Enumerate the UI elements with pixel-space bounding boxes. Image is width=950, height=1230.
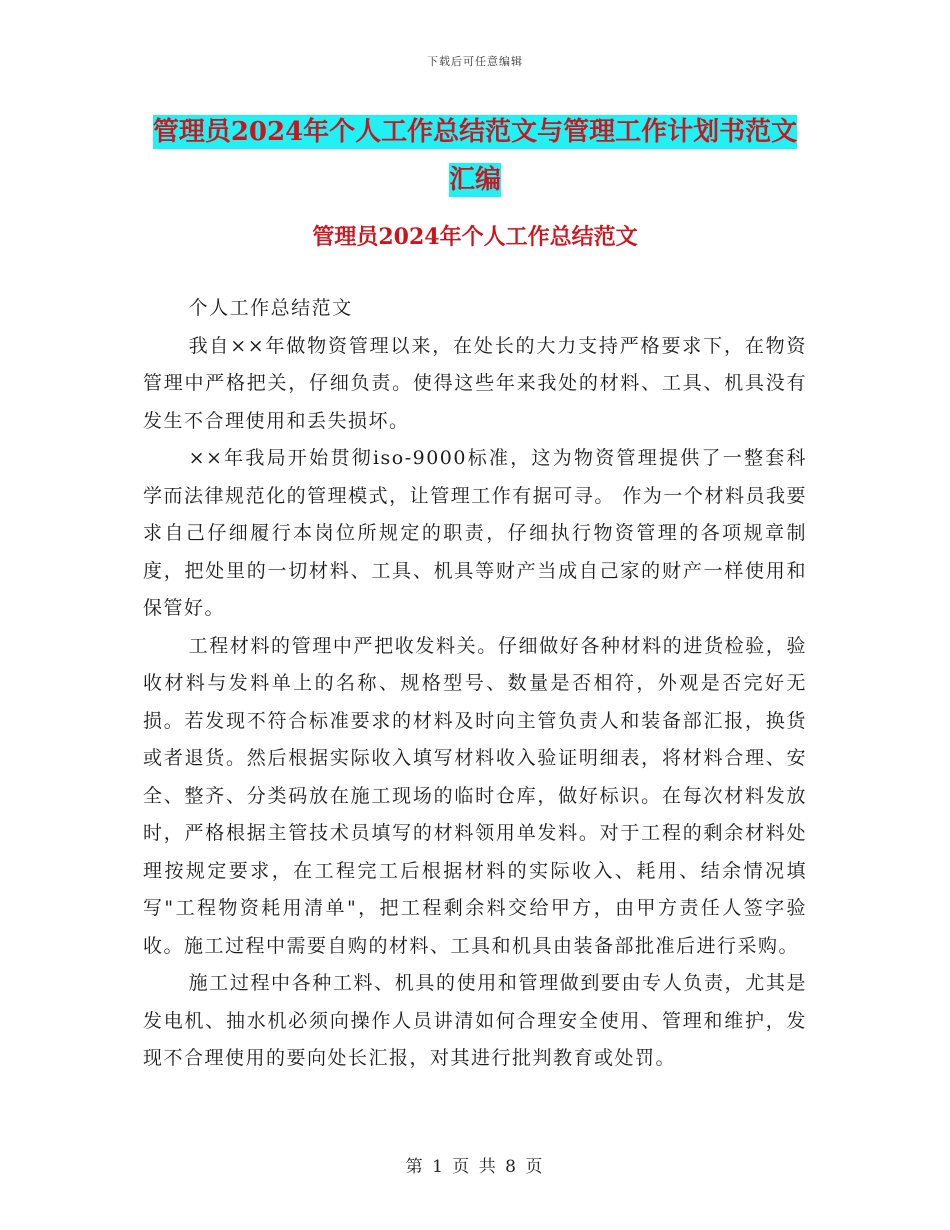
- section-title: 管理员2024年个人工作总结范文: [312, 224, 638, 250]
- document-body: [143, 290, 807, 1078]
- page-number: 第 1 页 共 8 页: [405, 1157, 545, 1177]
- paragraph: 个人工作总结范文: [188, 297, 353, 319]
- paragraph: ××年我局开始贯彻iso-9000标准，这为物资管理提供了一整套科学而法律规范化的管理模式，让管理工作有据可寻。 作为一个材料员我要求自己仔细履行本岗位所规定的职责，仔细执行物资管理的各项规章制度，把处里的一切材料、工具、机具等财产当成自己家的财产一样使用和保管好。: [143, 447, 807, 619]
- document-title-text: 管理员2024年个人工作总结范文与管理工作计划书范文汇编: [152, 117, 798, 195]
- page-header-note: 下载后可任意编辑: [427, 55, 523, 68]
- document-title: [140, 108, 810, 204]
- paragraph: 我自××年做物资管理以来，在处长的大力支持严格要求下，在物资管理中严格把关，仔细负责。使得这些年来我处的材料、工具、机具没有发生不合理使用和丢失损坏。: [143, 334, 807, 432]
- paragraph: 工程材料的管理中严把收发料关。仔细做好各种材料的进货检验，验收材料与发料单上的名称、规格型号、数量是否相符，外观是否完好无损。若发现不符合标准要求的材料及时向主管负责人和装备部汇报，换货或者退货。然后根据实际收入填写材料收入验证明细表，将材料合理、安全、整齐、分类码放在施工现场的临时仓库，做好标识。在每次材料发放时，严格根据主管技术员填写的材料领用单发料。对于工程的剩余材料处理按规定要求，在工程完工后根据材料的实际收入、耗用、结余情况填写"工程物资耗用清单"，把工程剩余料交给甲方，由甲方责任人签字验收。施工过程中需要自购的材料、工具和机具由装备部批准后进行采购。: [143, 634, 807, 957]
- paragraph: 施工过程中各种工料、机具的使用和管理做到要由专人负责，尤其是发电机、抽水机必须向操作人员讲清如何合理安全使用、管理和维护，发现不合理使用的要向处长汇报，对其进行批判教育或处罚。: [143, 972, 807, 1069]
